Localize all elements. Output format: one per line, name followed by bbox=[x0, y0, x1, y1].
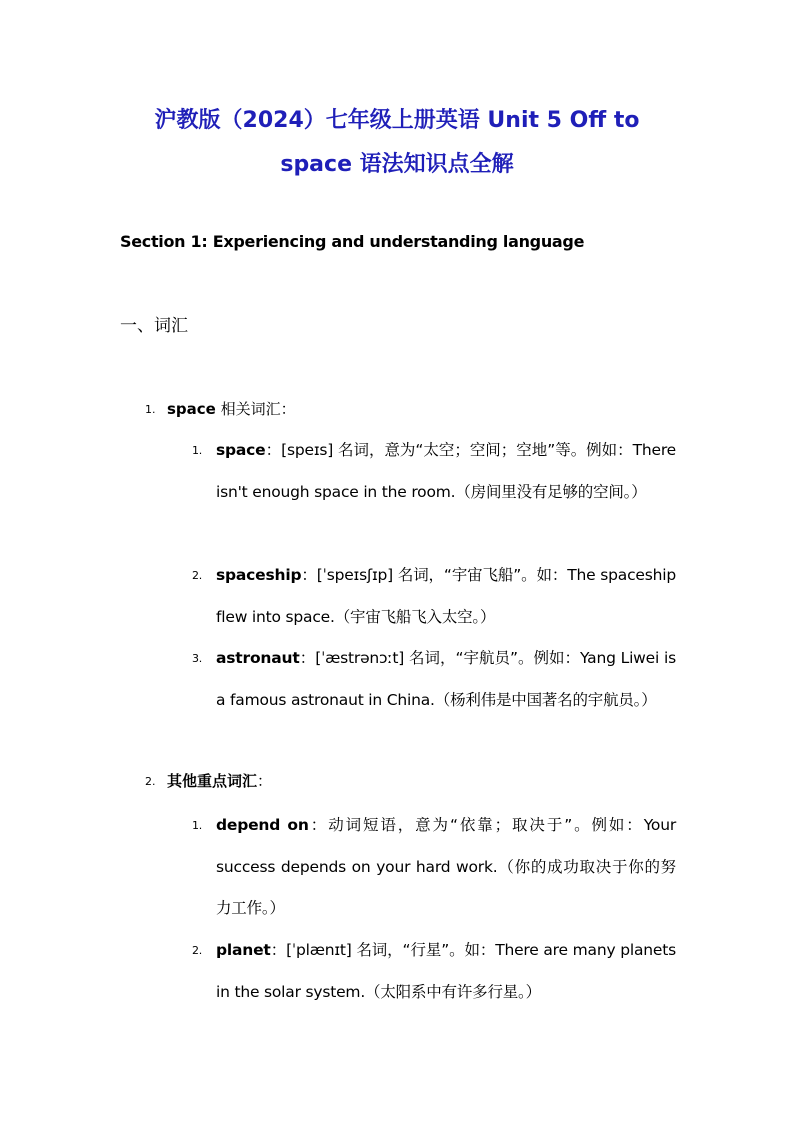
list-item bbox=[192, 805, 676, 930]
entry-text bbox=[216, 430, 676, 513]
entry-term: depend on bbox=[216, 816, 309, 834]
group-label: 相关词汇： bbox=[215, 400, 296, 418]
entry-definition: ：[ˈspeɪsʃɪp] 名词，“宇宙飞船”。如：The spaceship flew into space.（宇宙飞船飞入太空。） bbox=[216, 566, 676, 626]
list-number: 1. bbox=[192, 444, 203, 457]
list-number: 2. bbox=[192, 569, 203, 582]
entry-term: planet bbox=[216, 941, 271, 959]
entry-term: spaceship bbox=[216, 566, 302, 584]
list-item bbox=[192, 555, 676, 638]
title-line-1: 沪教版（2024）七年级上册英语 Unit 5 Off to bbox=[154, 108, 640, 133]
entry-text bbox=[216, 638, 676, 721]
entry-definition: ：动词短语，意为“依靠；取决于”。例如：Your success depends on your hard work.（你的成功取决于你的努力工作。） bbox=[216, 816, 676, 917]
group-term: 其他重点词汇 bbox=[167, 772, 258, 790]
entry-text bbox=[216, 805, 676, 930]
entry-text bbox=[216, 930, 676, 1013]
list-item bbox=[192, 638, 676, 721]
entry-term: space bbox=[216, 441, 266, 459]
list-group-1 bbox=[145, 397, 296, 422]
entry-definition: ：[speɪs] 名词，意为“太空；空间；空地”等。例如：There isn't enough space in the room.（房间里没有足够的空间。） bbox=[216, 441, 676, 501]
entry-text bbox=[216, 555, 676, 638]
list-item bbox=[192, 930, 676, 1013]
entry-term: astronaut bbox=[216, 649, 300, 667]
title-line-2: space 语法知识点全解 bbox=[280, 152, 514, 177]
entry-definition: ：[ˈplænɪt] 名词，“行星”。如：There are many planets in the solar system.（太阳系中有许多行星。） bbox=[216, 941, 676, 1001]
list-number: 2. bbox=[145, 775, 156, 788]
list-item bbox=[192, 430, 676, 513]
page-title bbox=[100, 99, 694, 187]
list-number: 3. bbox=[192, 652, 203, 665]
list-number: 1. bbox=[192, 819, 203, 832]
part-heading: 一、词汇 bbox=[120, 316, 188, 336]
entry-definition: ：[ˈæstrənɔːt] 名词，“宇航员”。例如：Yang Liwei is a famous astronaut in China.（杨利伟是中国著名的宇航员。） bbox=[216, 649, 676, 709]
list-group-2 bbox=[145, 769, 272, 794]
group-term: space bbox=[167, 400, 216, 418]
list-number: 2. bbox=[192, 944, 203, 957]
group-label: ： bbox=[257, 772, 273, 790]
list-number: 1. bbox=[145, 403, 156, 416]
section-heading: Section 1: Experiencing and understanding language bbox=[120, 232, 585, 251]
